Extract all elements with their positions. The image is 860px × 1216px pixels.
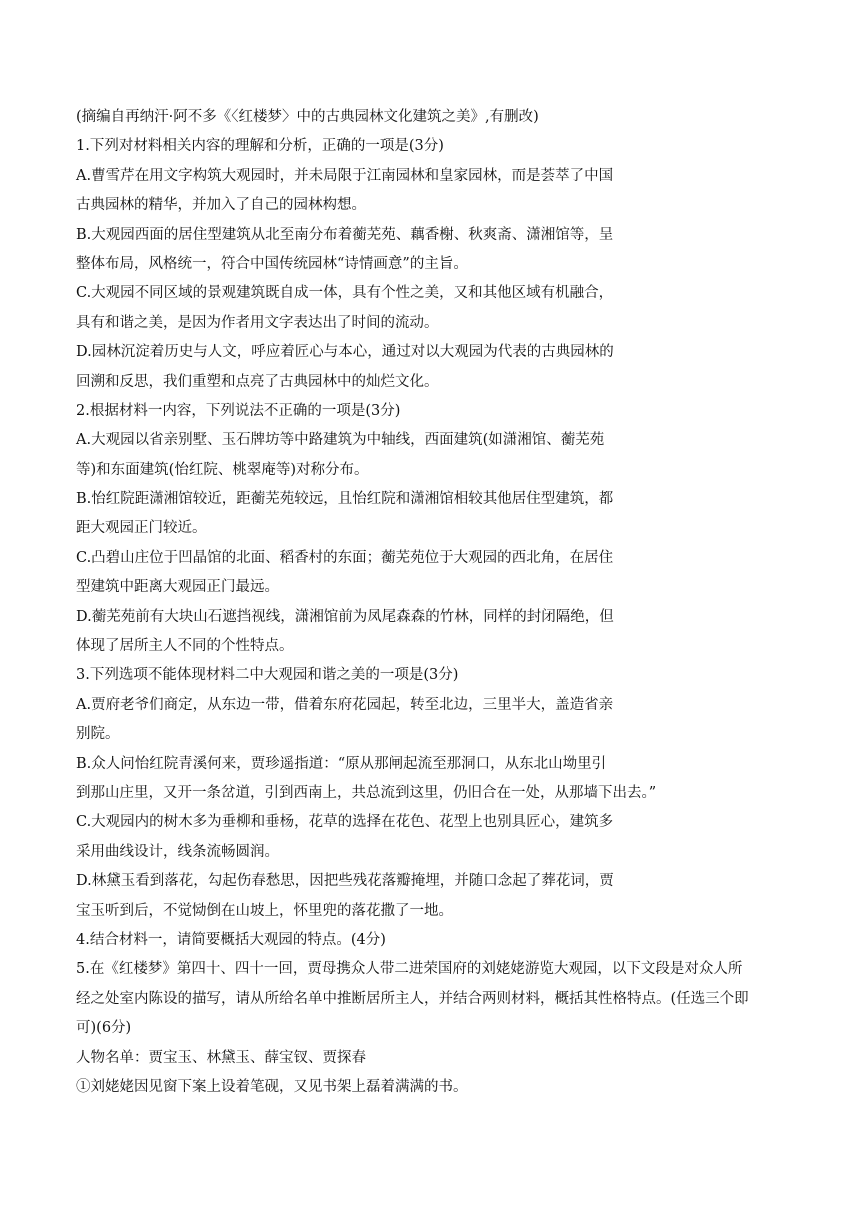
question-1-option-d: D.园林沉淀着历史与人文，呼应着匠心与本心，通过对以大观园为代表的古典园林的 <box>76 344 614 361</box>
question-3-stem: 3.下列选项不能体现材料二中大观园和谐之美的一项是(3分) <box>76 667 459 684</box>
question-3-option-a: A.贾府老爷们商定，从东边一带，借着东府花园起，转至北边，三里半大，盖造省亲 <box>76 696 614 713</box>
question-2-option-b: B.怡红院距潇湘馆较近，距蘅芜苑较远，且怡红院和潇湘馆相较其他居住型建筑，都 <box>76 491 614 508</box>
question-5-stem-cont: 经之处室内陈设的描写，请从所给名单中推断居所主人，并结合两则材料，概括其性格特点。(任选三个即 <box>76 990 749 1007</box>
question-2-option-d: D.蘅芜苑前有大块山石遮挡视线，潇湘馆前为凤尾森森的竹林，同样的封闭隔绝，但 <box>76 608 614 625</box>
question-1-option-a: A.曹雪芹在用文字构筑大观园时，并未局限于江南园林和皇家园林，而是荟萃了中国 <box>76 167 614 184</box>
question-3-option-d-cont: 宝玉听到后，不觉恸倒在山坡上，怀里兜的落花撒了一地。 <box>76 902 453 919</box>
question-1-option-c: C.大观园不同区域的景观建筑既自成一体，具有个性之美，又和其他区域有机融合， <box>76 285 614 302</box>
question-3-option-a-cont: 别院。 <box>76 726 120 743</box>
question-3-option-b-cont: 到那山庄里，又开一条岔道，引到西南上，共总流到这里，仍旧合在一处，从那墙下出去。” <box>76 784 657 801</box>
question-2-option-a-cont: 等)和东面建筑(怡红院、桃翠庵等)对称分布。 <box>76 461 369 478</box>
question-2-option-b-cont: 距大观园正门较近。 <box>76 520 207 537</box>
question-2-option-d-cont: 体现了居所主人不同的个性特点。 <box>76 638 294 655</box>
passage-1: ①刘姥姥因见窗下案上设着笔砚，又见书架上磊着满满的书。 <box>76 1078 468 1095</box>
question-3-option-c: C.大观园内的树木多为垂柳和垂杨，花草的选择在花色、花型上也别具匠心，建筑多 <box>76 814 614 831</box>
question-3-option-b: B.众人问怡红院青溪何来，贾珍遥指道：“原从那闸起流至那洞口，从东北山坳里引 <box>76 755 607 772</box>
question-5-stem-end: 可)(6分) <box>76 1020 132 1037</box>
question-1-option-b-cont: 整体布局，风格统一，符合中国传统园林“诗情画意”的主旨。 <box>76 255 468 272</box>
question-2-stem: 2.根据材料一内容，下列说法不正确的一项是(3分) <box>76 402 401 419</box>
question-1-option-b: B.大观园西面的居住型建筑从北至南分布着蘅芜苑、藕香榭、秋爽斋、潇湘馆等，呈 <box>76 226 614 243</box>
question-4-stem: 4.结合材料一，请简要概括大观园的特点。(4分) <box>76 931 386 948</box>
question-1-option-c-cont: 具有和谐之美，是因为作者用文字表达出了时间的流动。 <box>76 314 439 331</box>
document-page <box>76 103 796 1102</box>
question-2-option-a: A.大观园以省亲别墅、玉石牌坊等中路建筑为中轴线，西面建筑(如潇湘馆、蘅芜苑 <box>76 432 605 449</box>
question-1-stem: 1.下列对材料相关内容的理解和分析，正确的一项是(3分) <box>76 138 444 155</box>
question-5-stem: 5.在《红楼梦》第四十、四十一回，贾母携众人带二进荣国府的刘姥姥游览大观园，以下文段是对众人所 <box>76 961 743 978</box>
question-3-option-d: D.林黛玉看到落花，勾起伤春愁思，因把些残花落瓣掩埋，并随口念起了葬花词，贾 <box>76 873 614 890</box>
character-list: 人物名单：贾宝玉、林黛玉、薛宝钗、贾探春 <box>76 1049 366 1066</box>
question-1-option-a-cont: 古典园林的精华，并加入了自己的园林构想。 <box>76 197 366 214</box>
question-1-option-d-cont: 回溯和反思，我们重塑和点亮了古典园林中的灿烂文化。 <box>76 373 439 390</box>
question-2-option-c-cont: 型建筑中距离大观园正门最远。 <box>76 579 279 596</box>
source-citation: (摘编自再纳汗·阿不多《〈红楼梦〉中的古典园林文化建筑之美》,有删改) <box>76 109 539 125</box>
question-3-option-c-cont: 采用曲线设计，线条流畅圆润。 <box>76 843 279 860</box>
question-2-option-c: C.凸碧山庄位于凹晶馆的北面、稻香村的东面；蘅芜苑位于大观园的西北角，在居住 <box>76 549 614 566</box>
